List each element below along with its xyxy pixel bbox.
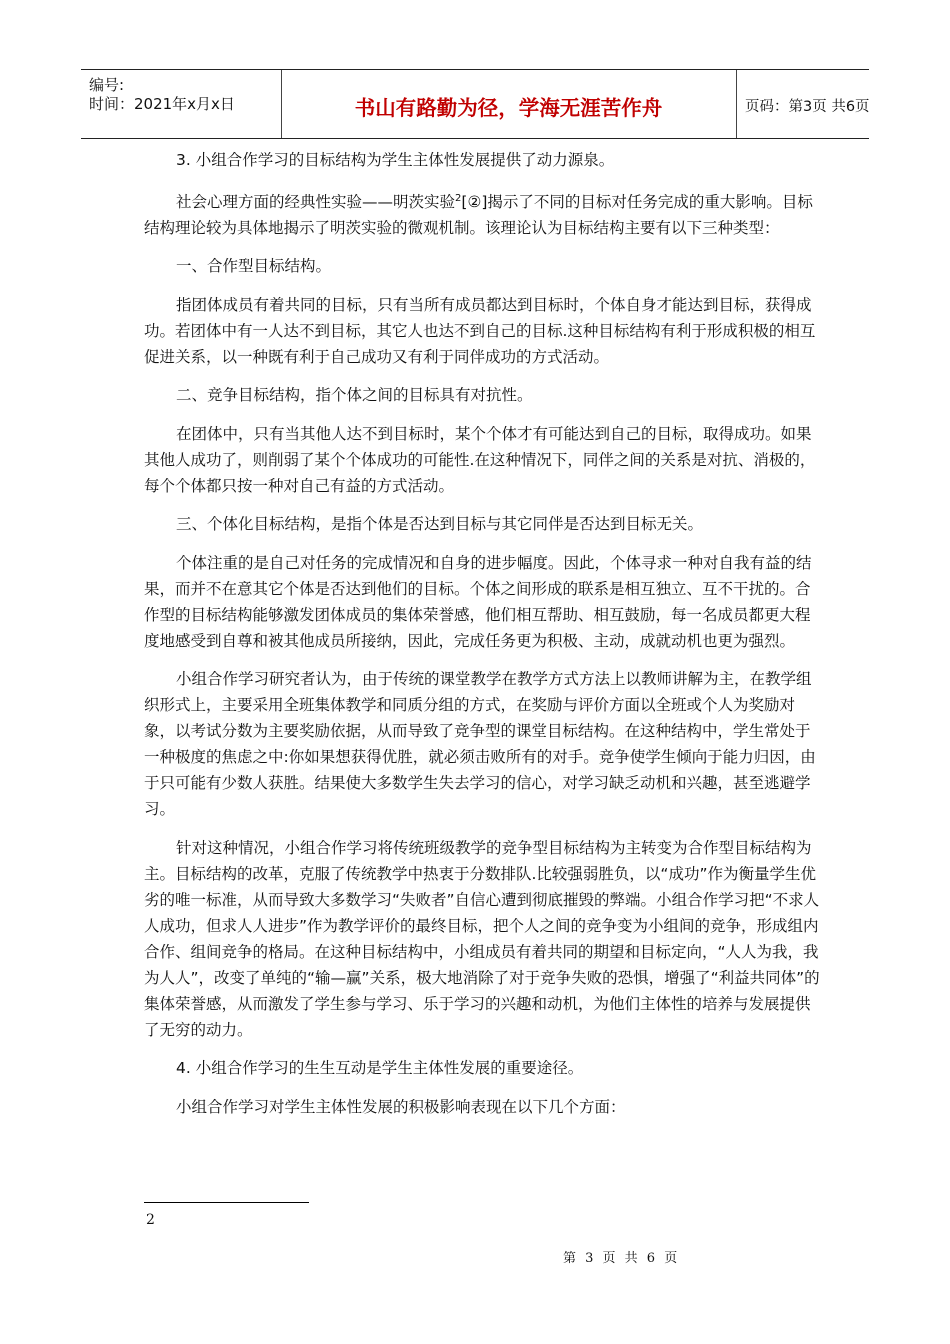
- header-right-cell: [737, 70, 869, 138]
- section-heading-4: 4. 小组合作学习的生生互动是学生主体性发展的重要途径。: [176, 1059, 584, 1078]
- paragraph-3: 指团体成员有着共同的目标，只有当所有成员都达到目标时，个体自身才能达到目标，获得成功。若团体中有一人达不到目标，其它人也达不到自己的目标.这种目标结构有利于形成积极的相互促进关系，以一种既有利于自己成功又有利于同伴成功的方式活动。: [144, 295, 816, 366]
- page-footer: 第 3 页 共 6 页: [563, 1251, 678, 1266]
- header-left-cell: [81, 70, 282, 138]
- paragraph-1-start: 社会心理方面的经典性实验——明茨实验: [176, 192, 456, 211]
- footnote-divider: [144, 1202, 309, 1203]
- header-page-code: 页码：第3页 共6页: [745, 99, 870, 115]
- footnote-ref: 2: [455, 192, 462, 204]
- number-label: 编号:: [89, 76, 125, 94]
- paragraph-2: 一、合作型目标结构。: [176, 257, 332, 276]
- document-body: [144, 147, 822, 1132]
- paragraph-7: 个体注重的是自己对任务的完成情况和自身的进步幅度。因此，个体寻求一种对自我有益的结果，而并不在意其它个体是否达到他们的目标。个体之间形成的联系是相互独立、互不干扰的。合作型的目标结构能够激发团体成员的集体荣誉感，他们相互帮助、相互鼓励，每一名成员都更大程度地感受到自尊和被其他成员所接纳，因此，完成任务更为积极、主动，成就动机也更为强烈。: [144, 553, 812, 650]
- page-header: [81, 69, 869, 139]
- header-motto: 书山有路勤为径，学海无涯苦作舟: [354, 96, 663, 120]
- paragraph-8: 小组合作学习研究者认为，由于传统的课堂教学在教学方式方法上以教师讲解为主，在教学组织形式上，主要采用全班集体教学和同质分组的方式，在奖励与评价方面以全班或个人为奖励对象，以考试分数为主要奖励依据，从而导致了竞争型的课堂目标结构。在这种结构中，学生常处于一种极度的焦虑之中:你如果想获得优胜，就必须击败所有的对手。竞争使学生倾向于能力归因，由于只可能有少数人获胜。结果使大多数学生失去学习的信心，对学习缺乏动机和兴趣，甚至逃避学习。: [144, 670, 816, 819]
- footnote-number: 2: [146, 1212, 155, 1228]
- paragraph-9: 针对这种情况，小组合作学习将传统班级教学的竞争型目标结构为主转变为合作型目标结构为主。目标结构的改革，克服了传统教学中热衷于分数排队.比较强弱胜负，以“成功”作为衡量学生优劣的唯一标准，从而导致大多数学习“失败者”自信心遭到彻底摧毁的弊端。小组合作学习把“不求人人成功，但求人人进步”作为教学评价的最终目标，把个人之间的竞争变为小组间的竞争，形成组内合作、组间竞争的格局。在这种目标结构中，小组成员有着共同的期望和目标定向，“人人为我，我为人人”，改变了单纯的“输—赢”关系，极大地消除了对于竞争失败的恐惧，增强了“利益共同体”的集体荣誉感，从而激发了学生参与学习、乐于学习的兴趣和动机，为他们主体性的培养与发展提供了无穷的动力。: [144, 838, 820, 1039]
- paragraph-1-rest: [②]揭示了不同的目标对任务完成的重大影响。目标结构理论较为具体地揭示了明茨实验的微观机制。该理论认为目标结构主要有以下三种类型：: [144, 192, 813, 237]
- paragraph-1: [144, 186, 822, 241]
- paragraph-4: 二、竞争目标结构，指个体之间的目标具有对抗性。: [176, 386, 533, 405]
- section-heading-3: 3. 小组合作学习的目标结构为学生主体性发展提供了动力源泉。: [176, 151, 615, 169]
- paragraph-10: 小组合作学习对学生主体性发展的积极影响表现在以下几个方面：: [176, 1097, 626, 1116]
- time-label: 时间：2021年x月x日: [89, 95, 235, 113]
- paragraph-5: 在团体中，只有当其他人达不到目标时，某个个体才有可能达到自己的目标，取得成功。如果其他人成功了，则削弱了某个个体成功的可能性.在这种情况下，同伴之间的关系是对抗、消极的，每个个体都只按一种对自己有益的方式活动。: [144, 424, 816, 495]
- header-center-cell: [281, 70, 737, 138]
- paragraph-6: 三、个体化目标结构，是指个体是否达到目标与其它同伴是否达到目标无关。: [176, 515, 704, 534]
